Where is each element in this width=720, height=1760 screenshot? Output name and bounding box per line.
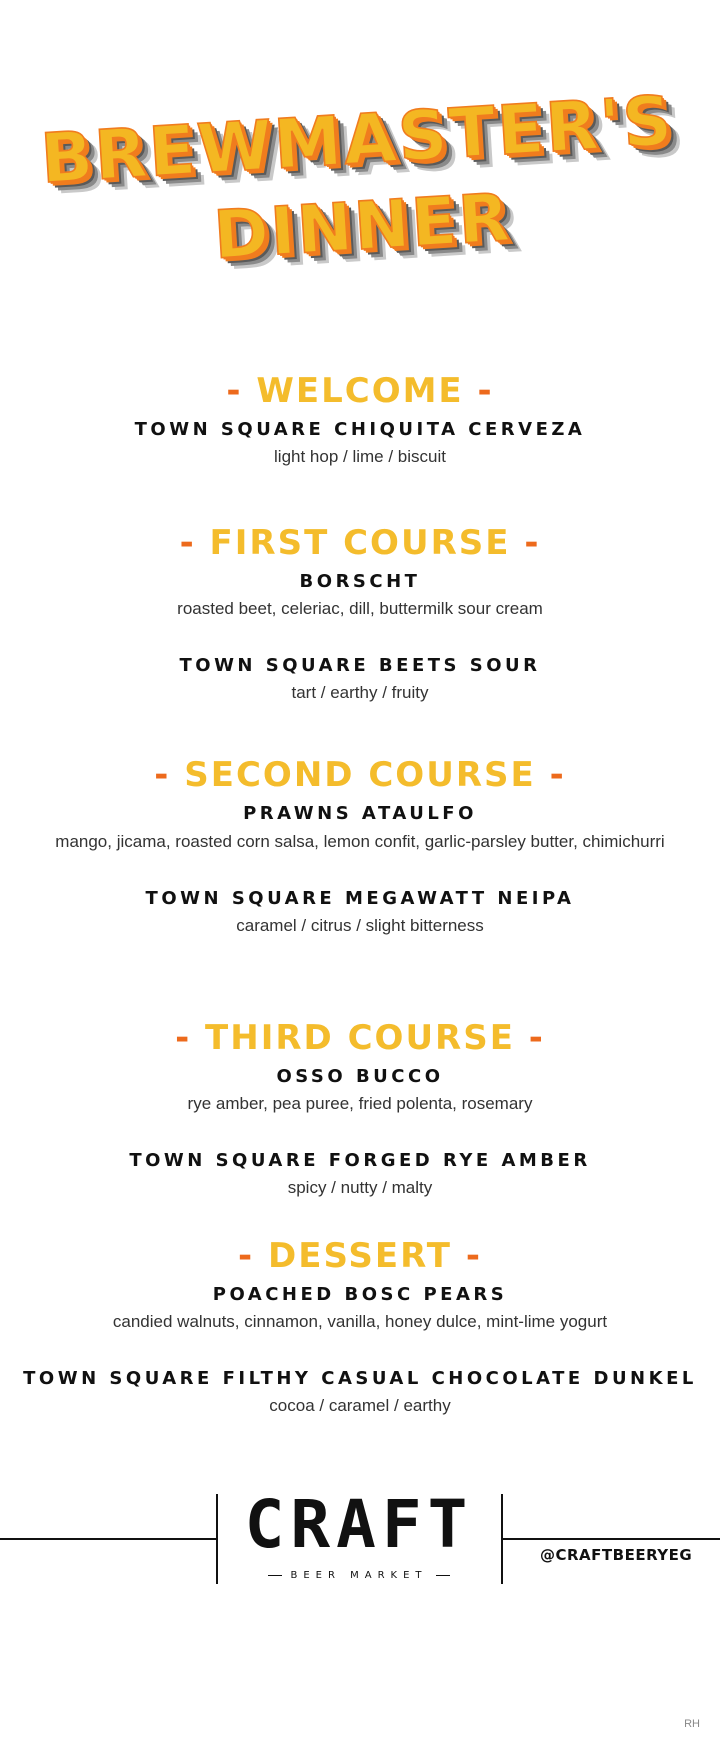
beer-tasting-notes: spicy / nutty / malty xyxy=(287,1178,433,1197)
title-line-2: DINNER xyxy=(211,178,514,274)
section-heading xyxy=(0,1233,720,1279)
dish-name: OSSO BUCCO xyxy=(276,1066,444,1087)
tagline-rule-right xyxy=(436,1575,450,1576)
brand-name: CRAFT xyxy=(244,1486,474,1563)
footer-divider-right xyxy=(501,1494,503,1584)
section-dessert xyxy=(0,1233,720,1419)
section-heading-text: DESSERT xyxy=(268,1236,452,1276)
title-line-1: BREWMASTER'S xyxy=(38,81,677,200)
section-heading-text: THIRD COURSE xyxy=(205,1018,515,1058)
dish-description: rye amber, pea puree, fried polenta, rosemary xyxy=(187,1094,533,1113)
heading-dash: - xyxy=(154,755,171,795)
social-handle: @CRAFTBEERYEG xyxy=(540,1546,693,1564)
heading-dash: - xyxy=(524,523,541,563)
dish-description: mango, jicama, roasted corn salsa, lemon confit, garlic-parsley butter, chimichurri xyxy=(55,832,665,851)
heading-dash: - xyxy=(226,371,243,411)
heading-dash: - xyxy=(179,523,196,563)
heading-dash: - xyxy=(549,755,566,795)
footer-rule-right xyxy=(503,1538,720,1540)
heading-dash: - xyxy=(175,1018,192,1058)
section-heading xyxy=(0,368,720,414)
dish-name: POACHED BOSC PEARS xyxy=(212,1284,508,1305)
section-second-course xyxy=(0,752,720,939)
beer-name: TOWN SQUARE BEETS SOUR xyxy=(179,655,541,676)
beer-tasting-notes: caramel / citrus / slight bitterness xyxy=(236,916,484,935)
beer-name: TOWN SQUARE FILTHY CASUAL CHOCOLATE DUNKEL xyxy=(23,1368,697,1389)
designer-credit: RH xyxy=(684,1718,700,1730)
heading-dash: - xyxy=(238,1236,255,1276)
heading-dash: - xyxy=(465,1236,482,1276)
beer-name: TOWN SQUARE CHIQUITA CERVEZA xyxy=(134,419,586,440)
section-heading-text: SECOND COURSE xyxy=(184,755,536,795)
tagline-rule-left xyxy=(268,1575,282,1576)
brand-tagline-row xyxy=(218,1566,500,1586)
dish-description: roasted beet, celeriac, dill, buttermilk sour cream xyxy=(177,599,543,618)
section-heading-text: WELCOME xyxy=(256,371,464,411)
heading-dash: - xyxy=(477,371,494,411)
dish-description: candied walnuts, cinnamon, vanilla, honey dulce, mint-lime yogurt xyxy=(112,1312,608,1331)
section-heading xyxy=(0,752,720,798)
craft-beer-market-logo xyxy=(218,1488,500,1586)
beer-tasting-notes: cocoa / caramel / earthy xyxy=(269,1396,451,1415)
beer-name: TOWN SQUARE FORGED RYE AMBER xyxy=(129,1150,591,1171)
heading-dash: - xyxy=(528,1018,545,1058)
dish-name: BORSCHT xyxy=(299,571,421,592)
section-welcome xyxy=(0,368,720,470)
footer-rule-left xyxy=(0,1538,216,1540)
page-title xyxy=(0,76,720,292)
section-third-course xyxy=(0,1015,720,1201)
beer-tasting-notes: light hop / lime / biscuit xyxy=(274,447,446,466)
brand-tagline: BEER MARKET xyxy=(290,1570,428,1581)
section-heading xyxy=(0,1015,720,1061)
section-heading-text: FIRST COURSE xyxy=(209,523,511,563)
section-heading xyxy=(0,520,720,566)
section-first-course xyxy=(0,520,720,706)
beer-tasting-notes: tart / earthy / fruity xyxy=(291,683,429,702)
beer-name: TOWN SQUARE MEGAWATT NEIPA xyxy=(145,888,575,909)
dish-name: PRAWNS ATAULFO xyxy=(243,803,477,824)
